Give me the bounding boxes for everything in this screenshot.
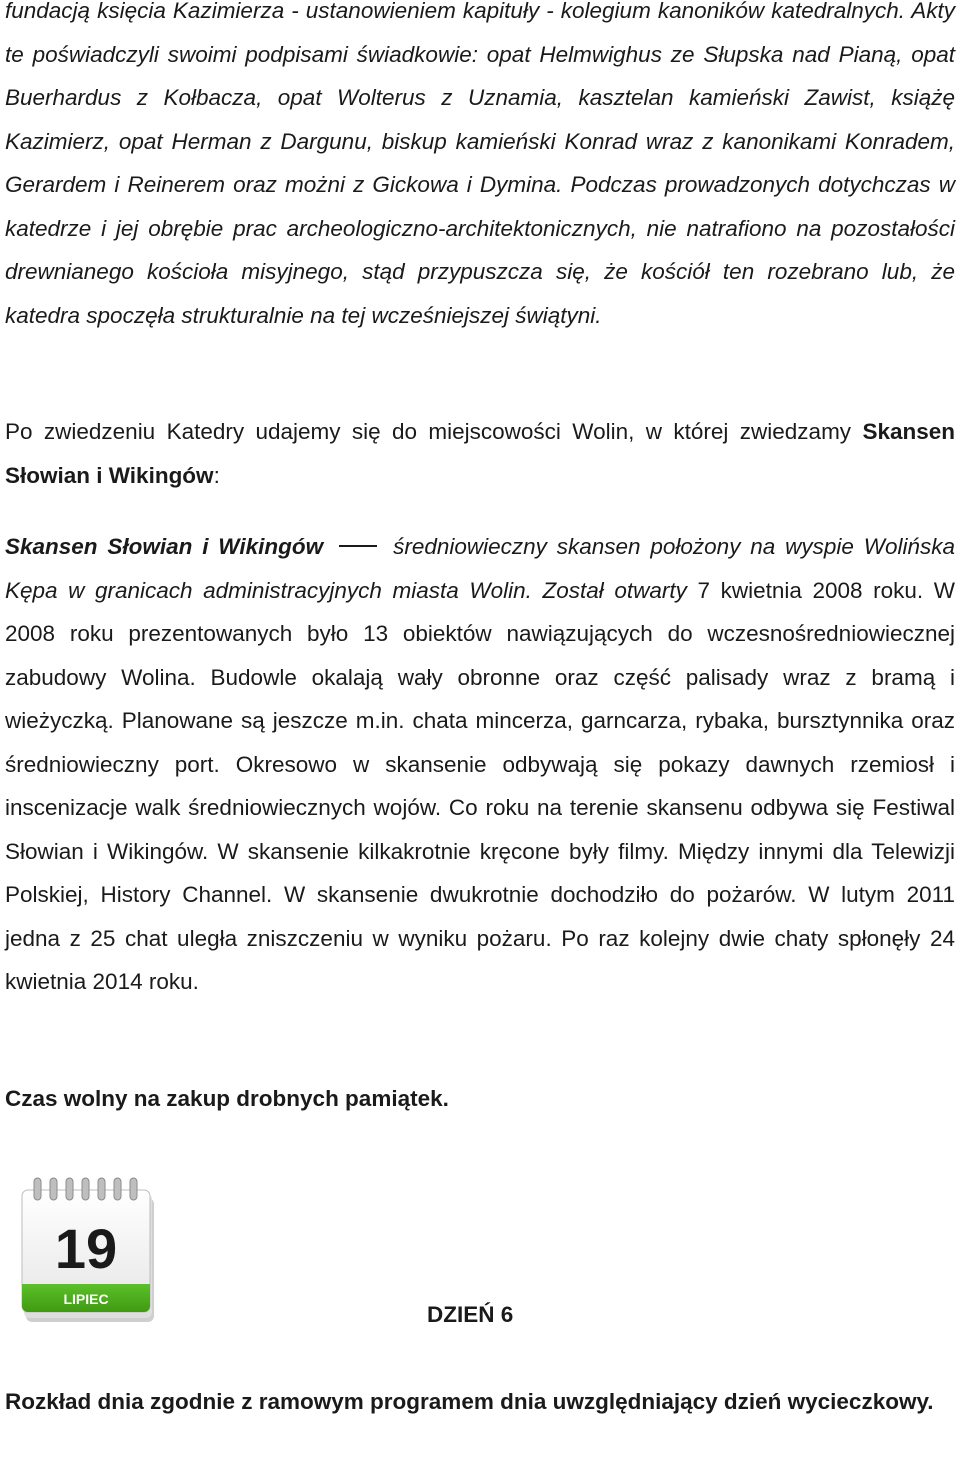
em-dash (339, 545, 377, 547)
skansen-lead: Skansen Słowian i Wikingów (5, 534, 324, 559)
paragraph-wolin-visit (5, 410, 955, 497)
schedule-text: Rozkład dnia zgodnie z ramowym programem dnia uwzględniający dzień wycieczkowy. (5, 1389, 934, 1414)
calendar-graphic (20, 1176, 160, 1326)
calendar-icon (20, 1176, 160, 1326)
calendar-day: 19 (54, 1217, 118, 1280)
visit-text: Po zwiedzeniu Katedry udajemy się do miejscowości Wolin, w której zwiedzamy (5, 419, 852, 444)
paragraph-cathedral-history: fundacją księcia Kazimierza - ustanowieniem kapituły - kolegium kanoników katedralnych. Akty te poświadczyli swoimi podpisami świadkowie: opat Helmwighus ze Słupska nad Pianą, opat Buerhardus z Kołbacza, opat Wolterus z Uznamia, kasztelan kamieński Zawist, książę Kazimierz, opat Herman z Dargunu, biskup kamieński Konrad wraz z kanonikami Konradem, Gerardem i Reinerem oraz możni z Gickowa i Dymina. Podczas prowadzonych dotychczas w katedrze i jej obrębie prac archeologiczno-architektonicznych, nie natrafiono na pozostałości drewnianego kościoła misyjnego, stąd przypuszcza się, że kościół ten rozebrano lub, że katedra spoczęła strukturalnie na tej wcześniejszej świątyni. (5, 0, 955, 328)
skansen-name-bold: Skansen Słowian i Wikingów (5, 419, 955, 488)
paragraph-skansen-description (5, 525, 955, 1004)
day-title: DZIEŃ 6 (427, 1302, 514, 1327)
skansen-italic-text: średniowieczny skansen położony na wyspie Wolińska Kępa w granicach administracyjnych miasta Wolin. Został otwarty (5, 534, 955, 603)
visit-colon: : (213, 462, 220, 488)
calendar-month: LIPIEC (63, 1291, 109, 1307)
skansen-regular-text: 7 kwietnia 2008 roku. W 2008 roku prezentowanych było 13 obiektów nawiązujących do wczesnośredniowiecznej zabudowy Wolina. Budowle okalają wały obronne oraz część palisady wraz z bramą i wieżyczką. Planowane są jeszcze m.in. chata mincerza, garncarza, rybaka, bursztynnika oraz średniowieczny port. Okresowo w skansenie odbywają się pokazy dawnych rzemiosł i inscenizacje walk średniowiecznych wojów. Co roku na terenie skansenu odbywa się Festiwal Słowian i Wikingów. W skansenie kilkakrotnie kręcone były filmy. Między innymi dla Telewizji Polskiej, History Channel. W skansenie dwukrotnie dochodziło do pożarów. W lutym 2011 jedna z 25 chat uległa zniszczeniu w wyniku pożaru. Po raz kolejny dwie chaty spłonęły 24 kwietnia 2014 roku. (5, 577, 955, 994)
free-time-heading: Czas wolny na zakup drobnych pamiątek. (5, 1086, 449, 1111)
